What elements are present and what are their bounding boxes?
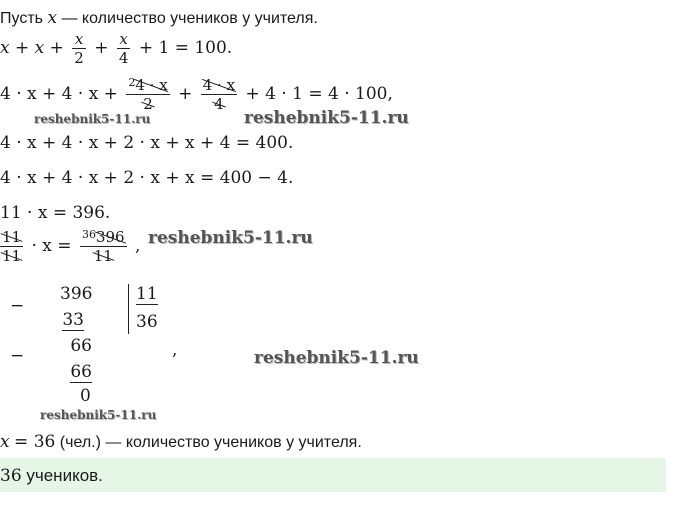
division-vertical-line bbox=[128, 284, 129, 334]
watermark: reshebnik5-11.ru bbox=[254, 348, 419, 368]
intro-line bbox=[0, 8, 318, 28]
eq6-left-denominator: 11 bbox=[2, 247, 22, 265]
eq2-frac1-numerator: 4 · x bbox=[135, 76, 168, 94]
division-subtrahend-2 bbox=[68, 362, 92, 382]
eq2-frac1-reduced: 2 bbox=[128, 76, 136, 89]
answer-box bbox=[0, 458, 666, 492]
equation-6 bbox=[0, 228, 140, 265]
eq1-plus: + bbox=[94, 38, 109, 58]
answer-number: 36 bbox=[0, 466, 22, 486]
answer-word: учеников. bbox=[26, 466, 103, 485]
result-unit: (чел.) bbox=[59, 434, 101, 451]
eq2-frac2-numerator: 4 · x bbox=[202, 76, 236, 94]
result-line bbox=[0, 432, 362, 452]
eq1-fraction-1 bbox=[72, 30, 86, 67]
intro-prefix: Пусть bbox=[0, 10, 43, 27]
eq2-right: + 4 · 1 = 4 · 100, bbox=[245, 84, 393, 104]
division-sub1-value: 33 bbox=[62, 310, 84, 330]
intro-var: x bbox=[47, 8, 58, 28]
eq6-reduced: 36 bbox=[81, 228, 96, 241]
eq6-right-denominator: 11 bbox=[93, 247, 113, 265]
intro-suffix: — количество учеников у учителя. bbox=[61, 10, 318, 27]
result-equals: = 36 bbox=[14, 432, 56, 452]
eq6-right-numerator: 396 bbox=[95, 228, 125, 246]
eq2-plus: + bbox=[178, 84, 193, 104]
eq6-fraction-right bbox=[80, 228, 127, 265]
division-divisor bbox=[136, 284, 158, 304]
eq1-frac1-numerator: x bbox=[74, 30, 84, 48]
equation-3: 4 · x + 4 · x + 2 · x + x + 4 = 400. bbox=[0, 133, 294, 153]
division-dividend: 396 bbox=[60, 284, 93, 304]
watermark: reshebnik5-11.ru bbox=[148, 228, 313, 248]
eq6-left-numerator: 11 bbox=[2, 228, 22, 246]
division-remainder-1: 66 bbox=[70, 336, 92, 356]
eq1-frac2-denominator: 4 bbox=[118, 49, 129, 67]
division-comma: , bbox=[172, 340, 178, 360]
division-remainder-final: 0 bbox=[80, 386, 91, 406]
eq2-frac1-denominator: 2 bbox=[143, 95, 153, 113]
eq6-fraction-left bbox=[0, 228, 23, 265]
watermark: reshebnik5-11.ru bbox=[40, 408, 157, 422]
eq1-left: x + x + bbox=[0, 38, 64, 58]
eq1-right: + 1 = 100. bbox=[138, 38, 233, 58]
answer-text bbox=[0, 466, 103, 486]
eq1-frac2-numerator: x bbox=[119, 30, 128, 48]
equation-5: 11 · x = 396. bbox=[0, 203, 111, 223]
watermark: reshebnik5-11.ru bbox=[34, 112, 151, 126]
eq2-fraction-2 bbox=[201, 76, 237, 113]
division-minus-2: − bbox=[10, 346, 25, 366]
eq1-fraction-2 bbox=[117, 30, 131, 67]
eq2-fraction-1 bbox=[126, 76, 169, 113]
result-var: x bbox=[0, 432, 10, 452]
division-divisor-value: 11 bbox=[136, 284, 158, 304]
division-minus-1: − bbox=[10, 296, 25, 316]
division-subtrahend-1 bbox=[60, 310, 84, 330]
eq2-left: 4 · x + 4 · x + bbox=[0, 84, 118, 104]
watermark: reshebnik5-11.ru bbox=[244, 108, 409, 128]
eq6-comma: , bbox=[135, 236, 141, 256]
division-quotient: 36 bbox=[136, 312, 158, 332]
equation-4: 4 · x + 4 · x + 2 · x + x = 400 − 4. bbox=[0, 168, 294, 188]
eq1-frac1-denominator: 2 bbox=[74, 49, 84, 67]
eq6-middle: · x = bbox=[31, 236, 72, 256]
eq2-frac2-denominator: 4 bbox=[214, 95, 224, 113]
division-sub2-value: 66 bbox=[70, 362, 92, 382]
result-tail: — количество учеников у учителя. bbox=[105, 434, 362, 451]
equation-1 bbox=[0, 30, 232, 67]
